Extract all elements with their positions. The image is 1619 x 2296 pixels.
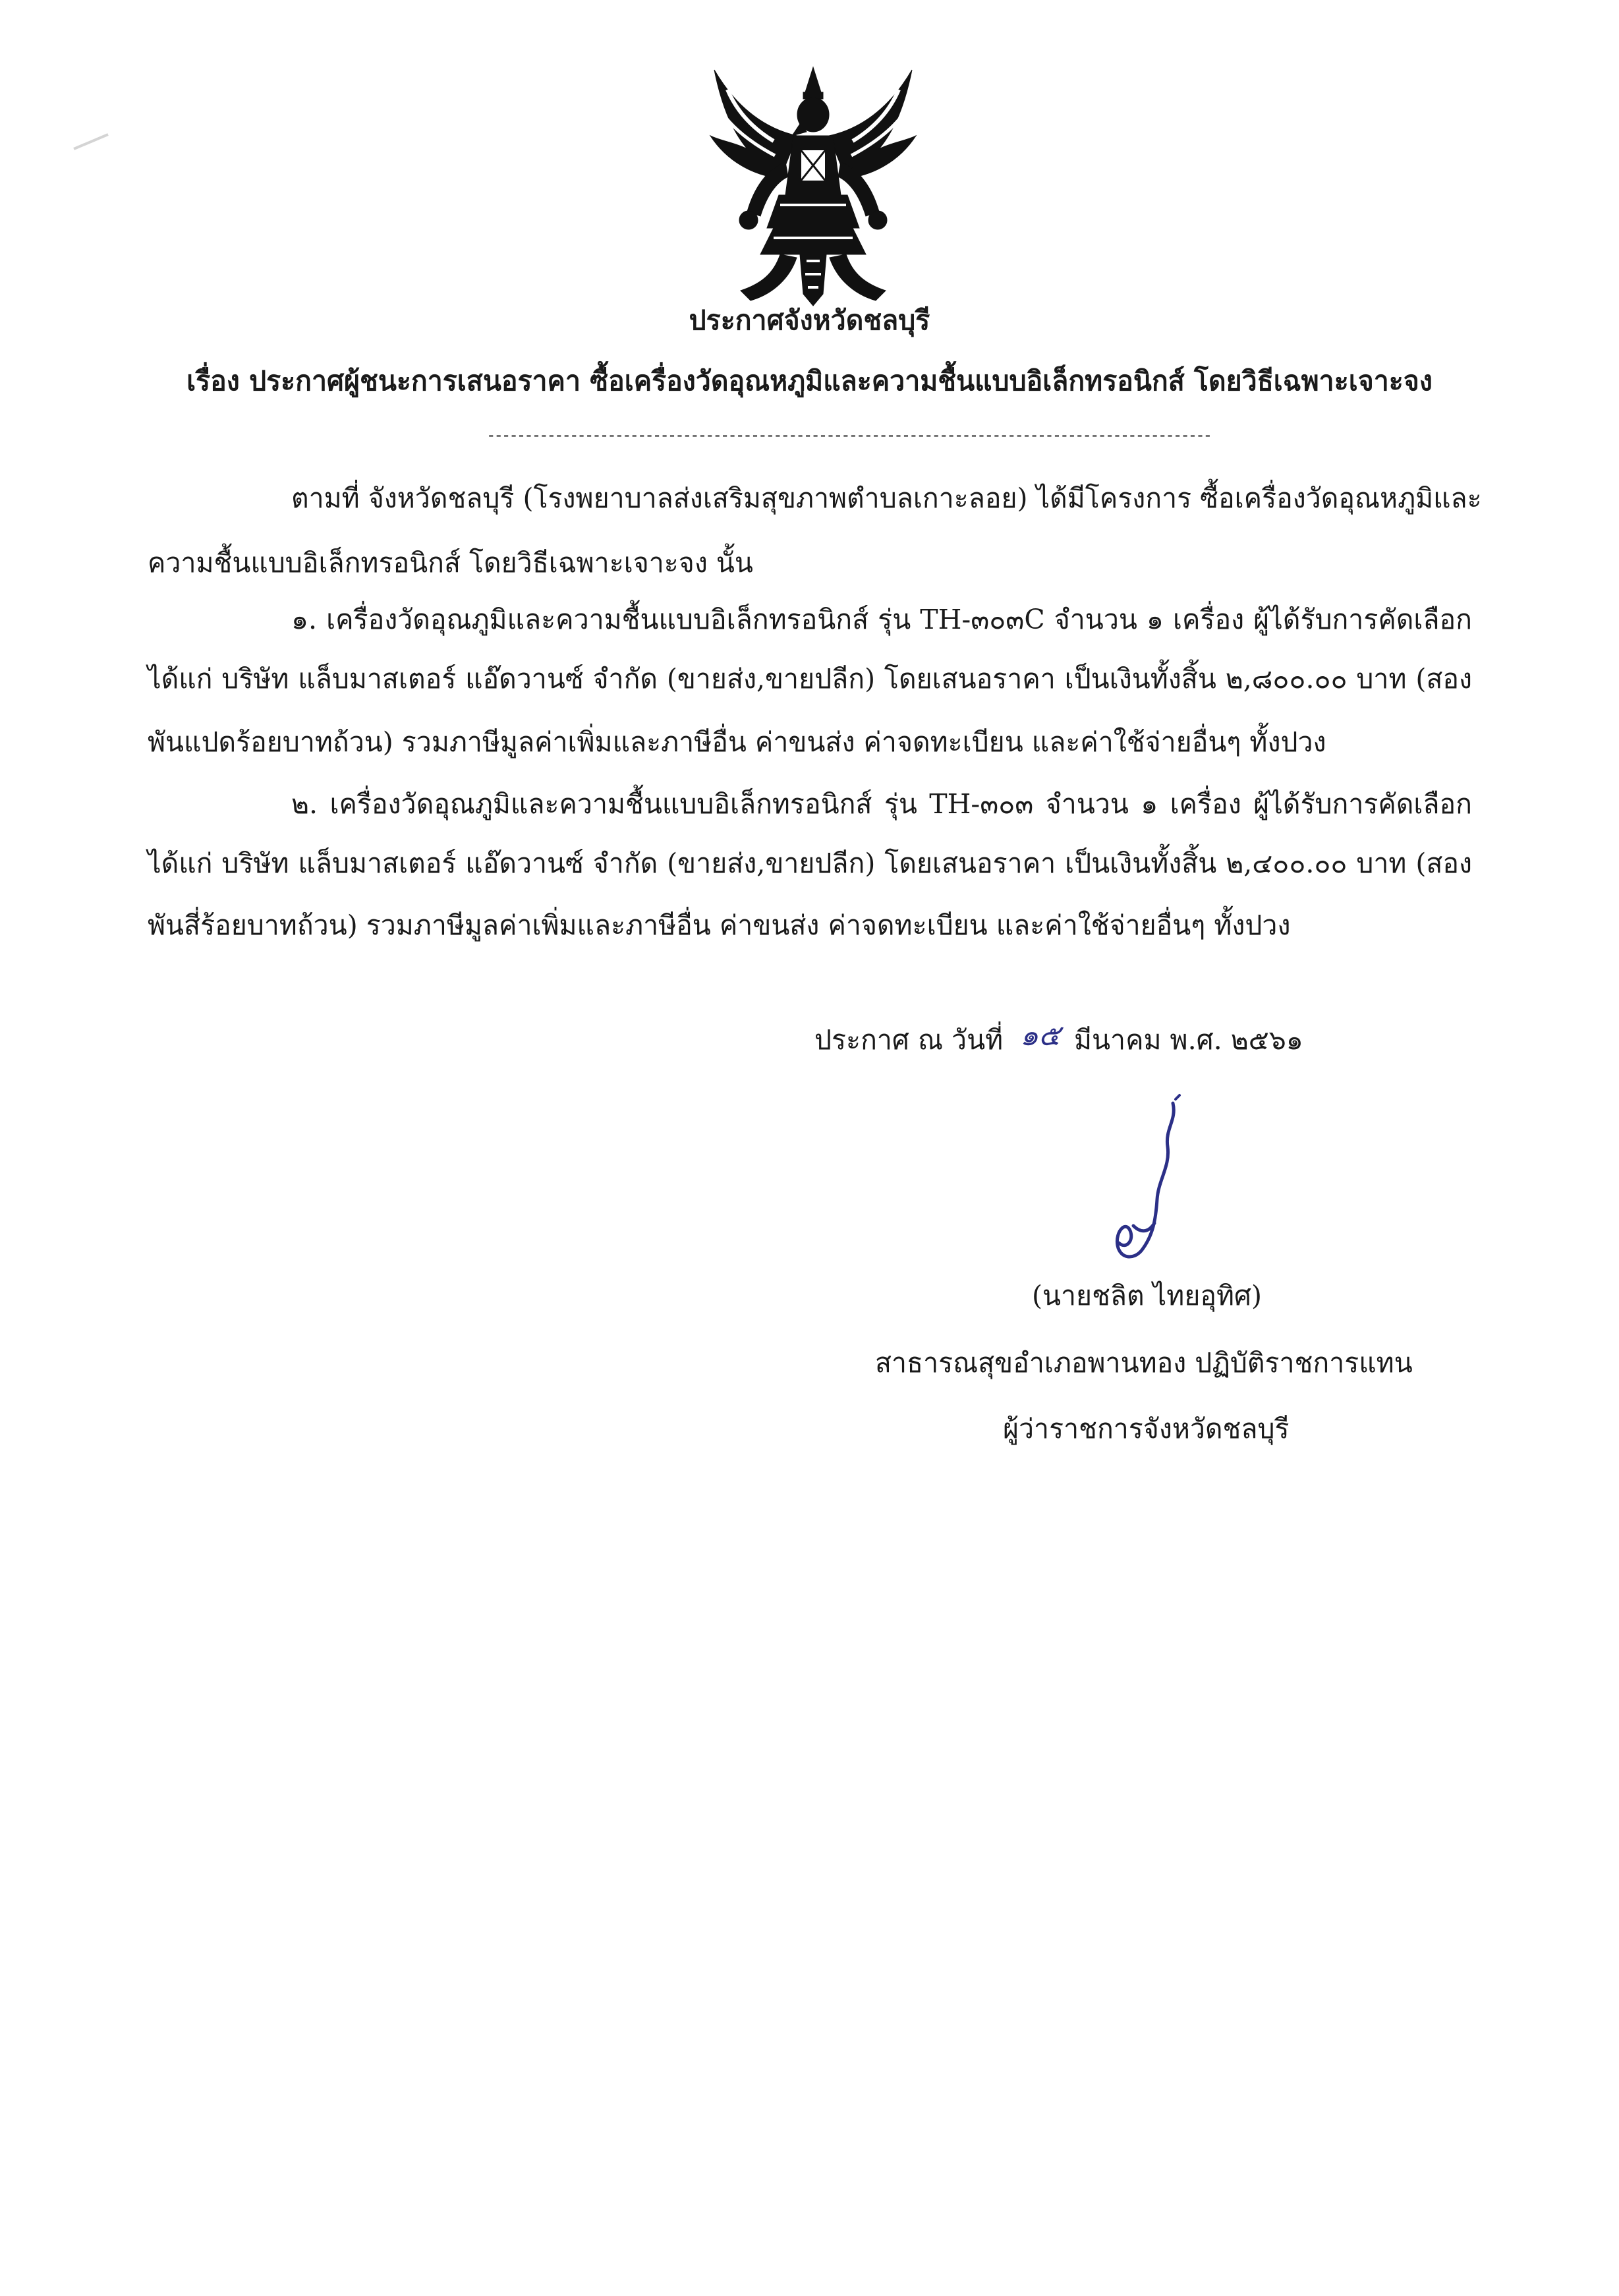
date-day-handwritten: ๑๕: [1020, 1019, 1061, 1052]
date-label: ประกาศ ณ วันที่: [814, 1024, 1004, 1056]
item-2-line: พันสี่ร้อยบาทถ้วน) รวมภาษีมูลค่าเพิ่มและภาษีอื่น ค่าขนส่ง ค่าจดทะเบียน และค่าใช้จ่ายอื่นๆ ทั้งปวง: [148, 909, 1291, 941]
signatory-position: สาธารณสุขอำเภอพานทอง ปฏิบัติราชการแทน: [875, 1347, 1413, 1379]
item-2-line: ๒. เครื่องวัดอุณภูมิและความชื้นแบบอิเล็กทรอนิกส์ รุ่น TH-๓๐๓ จำนวน ๑ เครื่อง ผู้ได้รับการคัดเลือก: [291, 788, 1472, 820]
date-month-year: มีนาคม พ.ศ. ๒๕๖๑: [1074, 1024, 1303, 1056]
item-1-line: ได้แก่ บริษัท แล็บมาสเตอร์ แอ๊ดวานซ์ จำกัด (ขายส่ง,ขายปลีก) โดยเสนอราคา เป็นเงินทั้งสิ้น ๒,๘๐๐.๐๐ บาท (สอง: [148, 663, 1472, 695]
signature: [1094, 1094, 1199, 1265]
item-1-line: พันแปดร้อยบาทถ้วน) รวมภาษีมูลค่าเพิ่มและภาษีอื่น ค่าขนส่ง ค่าจดทะเบียน และค่าใช้จ่ายอื่นๆ ทั้งปวง: [148, 726, 1326, 758]
signatory-position: ผู้ว่าราชการจังหวัดชลบุรี: [1003, 1413, 1290, 1445]
intro-paragraph-line: ความชื้นแบบอิเล็กทรอนิกส์ โดยวิธีเฉพาะเจาะจง นั้น: [148, 547, 753, 579]
item-1-line: ๑. เครื่องวัดอุณภูมิและความชื้นแบบอิเล็กทรอนิกส์ รุ่น TH-๓๐๓C จำนวน ๑ เครื่อง ผู้ได้รับการคัดเลือก: [291, 604, 1472, 635]
item-2-line: ได้แก่ บริษัท แล็บมาสเตอร์ แอ๊ดวานซ์ จำกัด (ขายส่ง,ขายปลีก) โดยเสนอราคา เป็นเงินทั้งสิ้น ๒,๔๐๐.๐๐ บาท (สอง: [148, 847, 1472, 879]
scan-mark: [71, 132, 111, 152]
separator-line: ------------------------------------------------------------------------------------------------: [486, 426, 1211, 444]
intro-paragraph-line: ตามที่ จังหวัดชลบุรี (โรงพยาบาลส่งเสริมสุขภาพตำบลเกาะลอย) ได้มีโครงการ ซื้อเครื่องวัดอุณหภูมิและ: [291, 482, 1482, 514]
signatory-name: (นายชลิต ไทยอุทิศ): [1032, 1280, 1263, 1311]
agency-heading: ประกาศจังหวัดชลบุรี: [689, 304, 930, 336]
garuda-emblem-icon: [701, 63, 925, 307]
subject-heading: เรื่อง ประกาศผู้ชนะการเสนอราคา ซื้อเครื่องวัดอุณหภูมิและความชื้นแบบอิเล็กทรอนิกส์ โดยวิธีเฉพาะเจาะจง: [186, 365, 1433, 397]
